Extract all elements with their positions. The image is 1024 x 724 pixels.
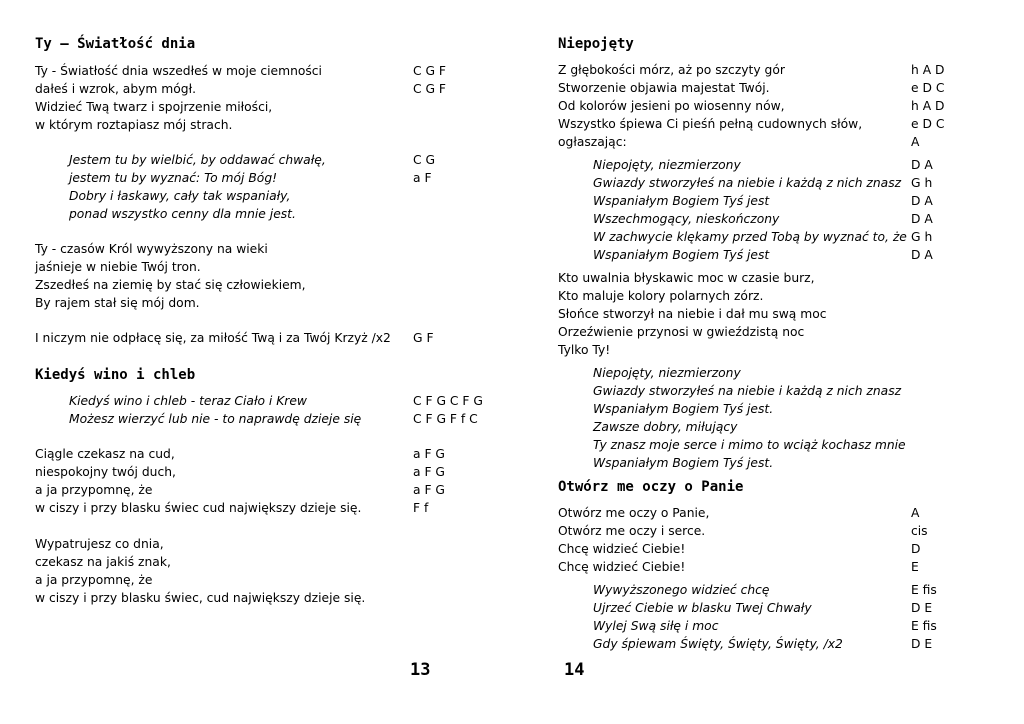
chorus-line: W zachwycie klękamy przed Tobą by wyznać to, że — [593, 230, 907, 244]
song-title-otworz-me-oczy-o-panie: Otwórz me oczy o Panie — [558, 479, 744, 495]
chorus-line: Niepojęty, niezmierzony — [593, 366, 741, 380]
song-title-ty-swiatlosc-dnia: Ty – Światłość dnia — [35, 36, 196, 52]
verse-line: Kto maluje kolory polarnych zórz. — [558, 289, 764, 303]
right-page — [512, 0, 1024, 724]
chord-label: a F G — [413, 447, 445, 461]
chorus-line: Możesz wierzyć lub nie - to naprawdę dzieje się — [69, 412, 362, 426]
chorus-line: Zawsze dobry, miłujący — [593, 420, 738, 434]
verse-line: Stworzenie objawia majestat Twój. — [558, 81, 770, 95]
chord-label: E fis — [911, 583, 937, 597]
verse-line: a ja przypomnę, że — [35, 573, 153, 587]
verse-line: Kto uwalnia błyskawic moc w czasie burz, — [558, 271, 815, 285]
chord-label: E fis — [911, 619, 937, 633]
chord-label: D A — [911, 212, 933, 226]
chorus-line: Wspaniałym Bogiem Tyś jest — [593, 248, 770, 262]
chord-label: C G F — [413, 82, 447, 96]
verse-line: Ciągle czekasz na cud, — [35, 447, 175, 461]
chorus-line: Wszechmogący, nieskończony — [593, 212, 780, 226]
chord-label: cis — [911, 524, 928, 538]
chord-label: h A D — [911, 63, 945, 77]
chorus-line: Dobry i łaskawy, cały tak wspaniały, — [69, 189, 291, 203]
song-title-kiedys-wino-i-chleb: Kiedyś wino i chleb — [35, 367, 196, 383]
chord-label: D A — [911, 194, 933, 208]
verse-line: a ja przypomnę, że — [35, 483, 153, 497]
verse-line: Ty - czasów Król wywyższony na wieki — [35, 242, 268, 256]
chord-label: E — [911, 560, 919, 574]
verse-line: By rajem stał się mój dom. — [35, 296, 200, 310]
chorus-line: Wylej Swą siłę i moc — [593, 619, 719, 633]
chorus-line: Wywyższonego widzieć chcę — [593, 583, 770, 597]
verse-line: Z głębokości mórz, aż po szczyty gór — [558, 63, 785, 77]
chord-label: A — [911, 506, 920, 520]
chord-label: C G — [413, 153, 436, 167]
chord-label: C F G F f C — [413, 412, 478, 426]
chorus-line: Gwiazdy stworzyłeś na niebie i każdą z nich znasz — [593, 176, 902, 190]
verse-line: I niczym nie odpłacę się, za miłość Twą i za Twój Krzyż /x2 — [35, 331, 391, 345]
verse-line: dałeś i wzrok, abym mógł. — [35, 82, 197, 96]
chord-label: D — [911, 542, 921, 556]
verse-line: w którym roztapiasz mój strach. — [35, 118, 233, 132]
chord-label: a F G — [413, 465, 445, 479]
verse-line: jaśnieje w niebie Twój tron. — [35, 260, 201, 274]
song-title-niepojety: Niepojęty — [558, 36, 634, 52]
verse-line: w ciszy i przy blasku świec cud największy dzieje się. — [35, 501, 362, 515]
chord-label: C F G C F G — [413, 394, 483, 408]
verse-line: Od kolorów jesieni po wiosenny nów, — [558, 99, 785, 113]
chord-label: h A D — [911, 99, 945, 113]
verse-line: Chcę widzieć Ciebie! — [558, 542, 686, 556]
verse-line: Orzeźwienie przynosi w gwieździstą noc — [558, 325, 805, 339]
verse-line: Ty - Światłość dnia wszedłeś w moje ciemności — [35, 64, 322, 78]
chord-label: D E — [911, 637, 933, 651]
verse-line: Tylko Ty! — [558, 343, 611, 357]
chord-label: e D C — [911, 81, 945, 95]
chord-label: D A — [911, 158, 933, 172]
verse-line: niespokojny twój duch, — [35, 465, 176, 479]
verse-line: Widzieć Twą twarz i spojrzenie miłości, — [35, 100, 273, 114]
chord-label: D A — [911, 248, 933, 262]
chorus-line: jestem tu by wyznać: To mój Bóg! — [69, 171, 278, 185]
chord-label: C G F — [413, 64, 447, 78]
verse-line: czekasz na jakiś znak, — [35, 555, 171, 569]
chorus-line: Niepojęty, niezmierzony — [593, 158, 741, 172]
chord-label: D E — [911, 601, 933, 615]
chord-label: e D C — [911, 117, 945, 131]
verse-line: Chcę widzieć Ciebie! — [558, 560, 686, 574]
chord-label: A — [911, 135, 920, 149]
chorus-line: Wspaniałym Bogiem Tyś jest — [593, 194, 770, 208]
chord-label: a F G — [413, 483, 445, 497]
chord-label: G F — [413, 331, 434, 345]
verse-line: Otwórz me oczy i serce. — [558, 524, 706, 538]
chorus-line: Ty znasz moje serce i mimo to wciąż kochasz mnie — [593, 438, 906, 452]
page-number: 14 — [564, 660, 585, 680]
page-number: 13 — [410, 660, 431, 680]
chorus-line: Gdy śpiewam Święty, Święty, Święty, /x2 — [593, 637, 843, 651]
chorus-line: Wspaniałym Bogiem Tyś jest. — [593, 456, 774, 470]
chorus-line: Wspaniałym Bogiem Tyś jest. — [593, 402, 774, 416]
verse-line: Otwórz me oczy o Panie, — [558, 506, 710, 520]
verse-line: Zszedłeś na ziemię by stać się człowiekiem, — [35, 278, 306, 292]
verse-line: w ciszy i przy blasku świec, cud największy dzieje się. — [35, 591, 366, 605]
verse-line: Wszystko śpiewa Ci pieśń pełną cudownych słów, — [558, 117, 863, 131]
verse-line: Słońce stworzył na niebie i dał mu swą moc — [558, 307, 827, 321]
chorus-line: Kiedyś wino i chleb - teraz Ciało i Krew — [69, 394, 307, 408]
chorus-line: ponad wszystko cenny dla mnie jest. — [69, 207, 296, 221]
chord-label: G h — [911, 176, 933, 190]
chorus-line: Gwiazdy stworzyłeś na niebie i każdą z nich znasz — [593, 384, 902, 398]
verse-line: ogłaszając: — [558, 135, 627, 149]
chord-label: F f — [413, 501, 429, 515]
chord-label: a F — [413, 171, 432, 185]
chorus-line: Ujrzeć Ciebie w blasku Twej Chwały — [593, 601, 812, 615]
chorus-line: Jestem tu by wielbić, by oddawać chwałę, — [69, 153, 326, 167]
chord-label: G h — [911, 230, 933, 244]
verse-line: Wypatrujesz co dnia, — [35, 537, 164, 551]
